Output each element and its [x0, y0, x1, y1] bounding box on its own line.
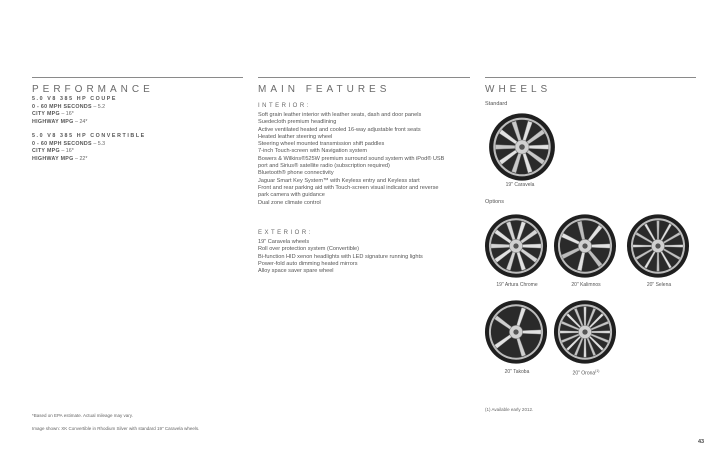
page-number: 43 — [698, 439, 705, 445]
coupe-highway-label: HIGHWAY MPG — [32, 118, 74, 125]
epa-footnote: *Based on EPA estimate. Actual mileage may vary. — [32, 413, 133, 418]
performance-heading: PERFORMANCE — [32, 84, 154, 95]
exterior-title: EXTERIOR: — [258, 230, 313, 236]
performance-convertible — [32, 133, 146, 163]
convertible-mph-label: 0 - 60 MPH SECONDS — [32, 140, 92, 147]
convertible-mph-value: – 5.3 — [91, 140, 106, 147]
wheel-caravela-icon — [483, 112, 561, 182]
coupe-highway-value: – 24* — [73, 118, 88, 125]
convertible-highway — [32, 156, 146, 164]
wheels-rule — [485, 77, 696, 78]
convertible-city — [32, 148, 146, 156]
performance-coupe — [32, 96, 117, 126]
exterior-item: Power-fold auto dimming heated mirrors — [258, 260, 358, 267]
interior-item: 7-inch Touch-screen with Navigation system — [258, 148, 368, 155]
caption-orona — [546, 369, 626, 377]
convertible-city-value: – 16* — [59, 148, 74, 154]
standard-label: Standard — [485, 101, 508, 107]
performance-rule — [32, 77, 243, 78]
options-label: Options — [485, 199, 504, 205]
exterior-item: 19" Caravela wheels — [258, 239, 310, 245]
interior-item: Heated leather steering wheel — [258, 133, 333, 140]
caption-caravela: 19" Caravela — [505, 182, 535, 188]
coupe-highway — [32, 119, 117, 127]
interior-item: park camera with guidance — [258, 192, 325, 199]
wheel-selena-icon — [625, 211, 691, 281]
convertible-highway-label: HIGHWAY MPG — [32, 155, 74, 162]
interior-item: Front and rear parking aid with Touch-screen visual indicator and reverse — [258, 184, 439, 191]
availability-note: (1) Available early 2012. — [485, 407, 534, 412]
interior-item: Active ventilated heated and cooled 16-way adjustable front seats — [258, 126, 421, 133]
coupe-city — [32, 111, 117, 119]
exterior-list — [258, 239, 423, 275]
exterior-item: Alloy space saver spare wheel — [258, 268, 334, 275]
features-rule — [258, 77, 470, 78]
wheel-orona-icon — [552, 297, 618, 367]
exterior-item: Roll over protection system (Convertible) — [258, 246, 360, 253]
exterior-section — [258, 230, 423, 275]
caption-orona-sup: (1) — [595, 369, 600, 373]
coupe-mph-label: 0 - 60 MPH SECONDS — [32, 103, 92, 110]
convertible-highway-value: – 22* — [73, 155, 88, 162]
wheel-takoba-icon — [483, 297, 549, 367]
coupe-mph — [32, 104, 117, 112]
interior-item: Suedecloth premium headlining — [258, 119, 337, 126]
image-footnote: Image shown: XK Convertible in Rhodium Silver with standard 19" Caravela wheels. — [32, 426, 200, 431]
coupe-city-value: – 16* — [59, 111, 74, 117]
convertible-city-label: CITY MPG — [32, 148, 60, 154]
interior-item: Steering wheel mounted transmission shift paddles — [258, 141, 385, 148]
interior-item: port and Sirius® satellite radio (subscription required) — [258, 163, 390, 170]
interior-list — [258, 112, 444, 207]
interior-section — [258, 103, 444, 207]
coupe-city-label: CITY MPG — [32, 111, 60, 117]
caption-selena: 20" Selena — [646, 282, 672, 288]
caption-artura-chrome: 19" Artura Chrome — [496, 282, 538, 288]
interior-item: Bowers & Wilkins®525W premium surround sound system with iPod® USB — [258, 155, 445, 162]
wheels-heading: WHEELS — [485, 84, 552, 95]
interior-item: Dual zone climate control — [258, 199, 321, 206]
interior-title: INTERIOR: — [258, 103, 311, 109]
features-heading: MAIN FEATURES — [258, 84, 391, 95]
wheel-kalimnos-icon — [552, 211, 618, 281]
convertible-title: 5.0 V8 385 HP CONVERTIBLE — [32, 133, 146, 139]
interior-item: Jaguar Smart Key System™ with Keyless entry and Keyless start — [258, 177, 420, 184]
interior-item: Soft grain leather interior with leather seats, dash and door panels — [258, 112, 422, 118]
coupe-mph-value: – 5.2 — [91, 103, 106, 110]
interior-item: Bluetooth® phone connectivity — [258, 170, 334, 177]
caption-takoba: 20" Takoba — [504, 369, 530, 375]
wheel-artura-chrome-icon — [483, 211, 549, 281]
convertible-mph — [32, 141, 146, 149]
caption-kalimnos: 20" Kalimnos — [571, 282, 601, 288]
coupe-title: 5.0 V8 385 HP COUPE — [32, 96, 118, 102]
exterior-item: Bi-function HID xenon headlights with LED signature running lights — [258, 253, 423, 260]
caption-orona-text: 20" Orona — [572, 370, 596, 377]
